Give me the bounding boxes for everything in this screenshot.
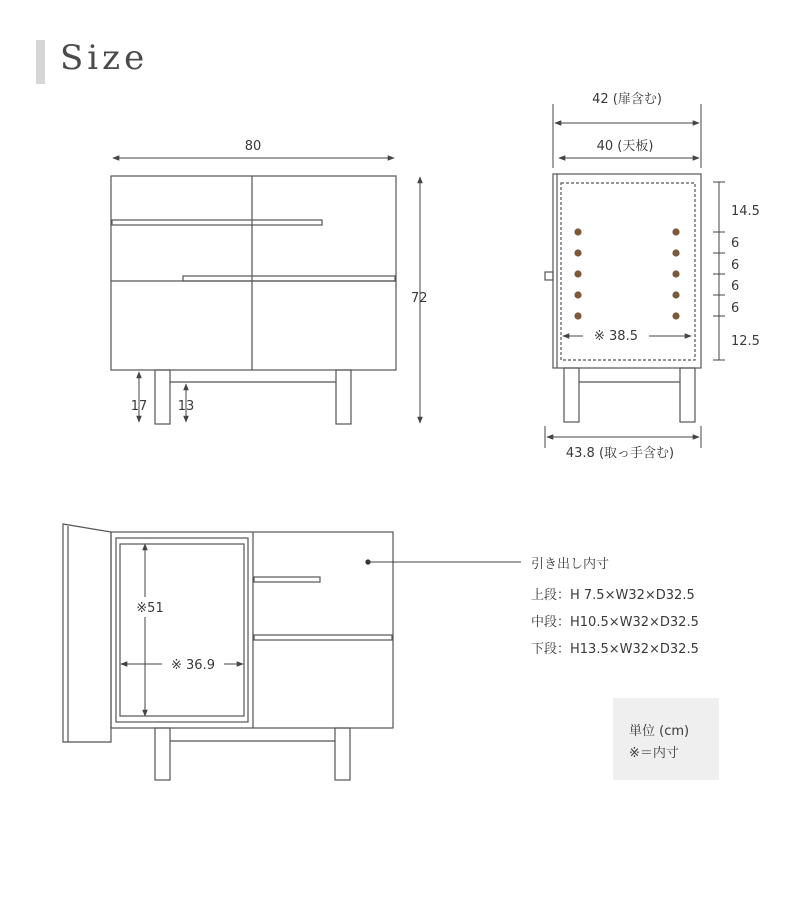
- open-inner-frame: [116, 538, 248, 722]
- pitch-label: 6: [731, 258, 740, 273]
- open-door-panel: [63, 524, 111, 742]
- open-inner-width-label: ※ 36.9: [171, 658, 215, 673]
- side-left-leg: [564, 368, 579, 422]
- drawer-info-heading: 引き出し内寸: [531, 557, 610, 572]
- pitch-label: 6: [731, 301, 740, 316]
- open-cabinet-body: [111, 532, 393, 728]
- shelf-pin-hole: [574, 312, 581, 319]
- side-right-leg: [680, 368, 695, 422]
- shelf-pin-hole: [672, 228, 679, 235]
- shelf-pin-hole: [574, 270, 581, 277]
- inner-width-label: ※ 38.5: [594, 329, 638, 344]
- pitch-label: 6: [731, 279, 740, 294]
- shelf-pin-hole: [672, 312, 679, 319]
- front-dimensions: [113, 158, 420, 423]
- pitch-label: 6: [731, 236, 740, 251]
- shelf-pin-hole: [672, 291, 679, 298]
- open-view: [63, 524, 393, 780]
- depth-handle-label: 43.8 (取っ手含む): [565, 446, 675, 461]
- drawer-leader: [365, 559, 521, 564]
- shelf-pin-hole: [672, 270, 679, 277]
- depth-door-label: 42 (扉含む): [592, 92, 662, 107]
- leg-gap-label: 13: [177, 399, 195, 414]
- open-left-leg: [155, 728, 170, 780]
- drawer-info-row: 下段：H13.5×W32×D32.5: [531, 642, 699, 657]
- shelf-pin-hole: [672, 249, 679, 256]
- shelf-pin-holes: [574, 228, 679, 319]
- side-dimensions: [545, 104, 725, 448]
- drawer-info-row: 上段：H 7.5×W32×D32.5: [531, 588, 695, 603]
- open-inner-space: [120, 544, 244, 716]
- front-view: [111, 176, 396, 424]
- shelf-pin-hole: [574, 291, 581, 298]
- front-height-label: 72: [411, 291, 428, 306]
- front-width-label: 80: [244, 139, 262, 154]
- front-middle-drawer-edge: [183, 276, 395, 281]
- front-right-leg: [336, 370, 351, 424]
- open-right-leg: [335, 728, 350, 780]
- pitch-label: 14.5: [731, 204, 760, 219]
- open-dimensions: [121, 544, 243, 716]
- open-upper-drawer-edge: [254, 577, 320, 582]
- shelf-pin-hole: [574, 249, 581, 256]
- inner-size-note: ※＝内寸: [629, 746, 679, 761]
- depth-top-label: 40 (天板): [596, 139, 654, 154]
- drawer-info-row: 中段：H10.5×W32×D32.5: [531, 615, 699, 630]
- open-middle-drawer-edge: [254, 635, 392, 640]
- unit-label: 単位 (cm): [629, 724, 690, 739]
- front-upper-drawer-edge: [112, 220, 322, 225]
- leg-height-label: 17: [130, 399, 148, 414]
- pitch-label: 12.5: [731, 334, 760, 349]
- front-cabinet-body: [111, 176, 396, 370]
- shelf-pin-hole: [574, 228, 581, 235]
- unit-note: [613, 698, 719, 780]
- inner-height-label: ※51: [136, 601, 164, 616]
- side-handle: [545, 272, 553, 280]
- page-title: Size: [60, 38, 149, 78]
- front-left-leg: [155, 370, 170, 424]
